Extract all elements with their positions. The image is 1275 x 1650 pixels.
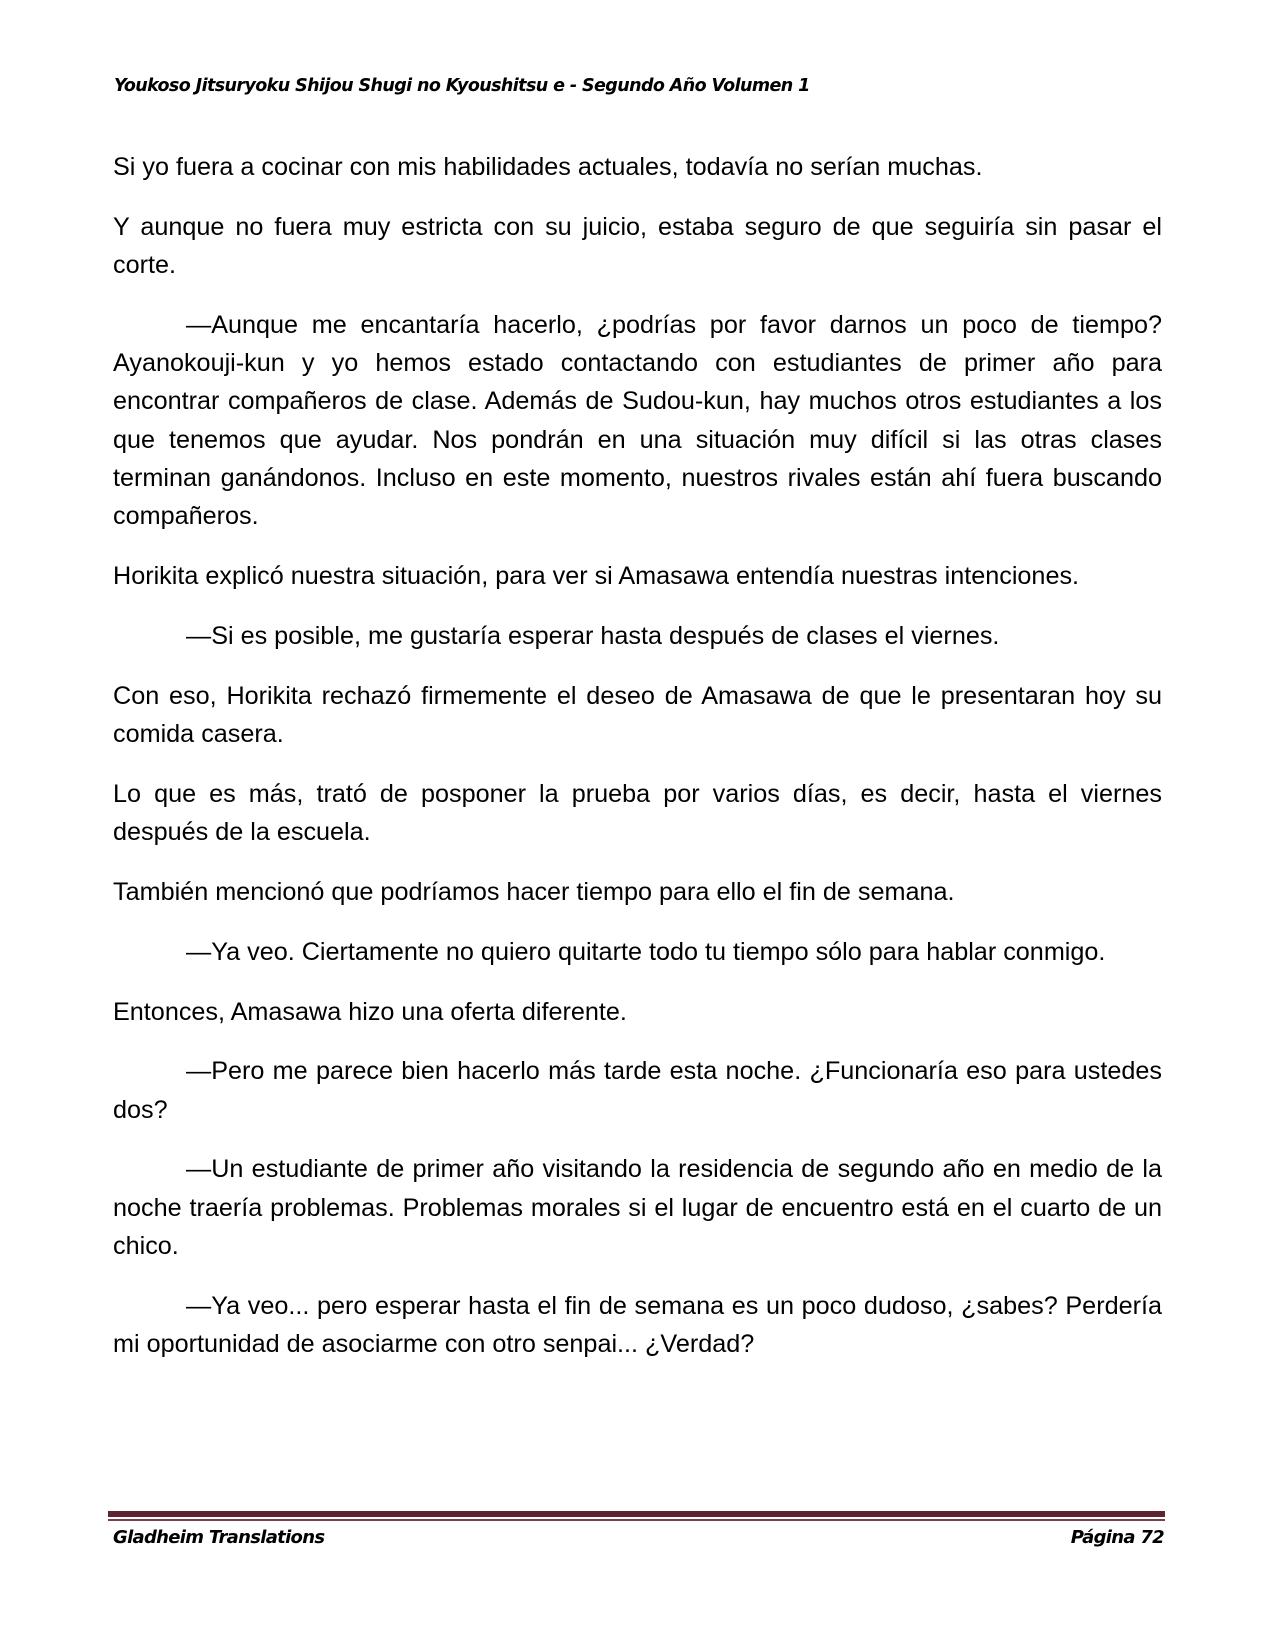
paragraph: Lo que es más, trató de posponer la prueba por varios días, es decir, hasta el viernes después de la escuela. bbox=[113, 779, 1162, 847]
dialogue-paragraph: —Ya veo. Ciertamente no quiero quitarte todo tu tiempo sólo para hablar conmigo. bbox=[186, 937, 1106, 966]
paragraph: Con eso, Horikita rechazó firmemente el deseo de Amasawa de que le presentaran hoy su comida casera. bbox=[113, 681, 1162, 749]
footer-publisher: Gladheim Translations bbox=[113, 1527, 325, 1548]
footer-divider-thick bbox=[108, 1511, 1165, 1517]
paragraph: También mencionó que podríamos hacer tiempo para ello el fin de semana. bbox=[113, 877, 955, 906]
footer-divider-thin bbox=[108, 1519, 1165, 1521]
page-body bbox=[113, 148, 1162, 1385]
page-number: Página 72 bbox=[1070, 1527, 1164, 1548]
dialogue-paragraph: —Ya veo... pero esperar hasta el fin de semana es un poco dudoso, ¿sabes? Perdería mi oportunidad de asociarme con otro senpai... ¿Verdad? bbox=[113, 1291, 1162, 1359]
dialogue-paragraph: —Si es posible, me gustaría esperar hasta después de clases el viernes. bbox=[186, 621, 1000, 650]
paragraph: Entonces, Amasawa hizo una oferta diferente. bbox=[113, 997, 627, 1026]
running-header: Youkoso Jitsuryoku Shijou Shugi no Kyoushitsu e - Segundo Año Volumen 1 bbox=[114, 76, 810, 96]
footer-divider bbox=[108, 1511, 1165, 1521]
paragraph: Y aunque no fuera muy estricta con su juicio, estaba seguro de que seguiría sin pasar el corte. bbox=[113, 212, 1162, 280]
dialogue-paragraph: —Un estudiante de primer año visitando la residencia de segundo año en medio de la noche traería problemas. Problemas morales si el lugar de encuentro está en el cuarto de un chico. bbox=[113, 1155, 1162, 1261]
dialogue-paragraph: —Aunque me encantaría hacerlo, ¿podrías por favor darnos un poco de tiempo? Ayanokouji-kun y yo hemos estado contactando con estudiantes de primer año para encontrar compañeros de clase. Además de Sudou-kun, hay muchos otros estudiantes a los que tenemos que ayudar. Nos pondrán en una situación muy difícil si las otras clases terminan ganándonos. Incluso en este momento, nuestros rivales están ahí fuera buscando compañeros. bbox=[113, 310, 1162, 531]
dialogue-paragraph: —Pero me parece bien hacerlo más tarde esta noche. ¿Funcionaría eso para ustedes dos? bbox=[113, 1057, 1162, 1124]
paragraph: Horikita explicó nuestra situación, para ver si Amasawa entendía nuestras intenciones. bbox=[113, 562, 1080, 591]
paragraph: Si yo fuera a cocinar con mis habilidades actuales, todavía no serían muchas. bbox=[113, 153, 983, 181]
